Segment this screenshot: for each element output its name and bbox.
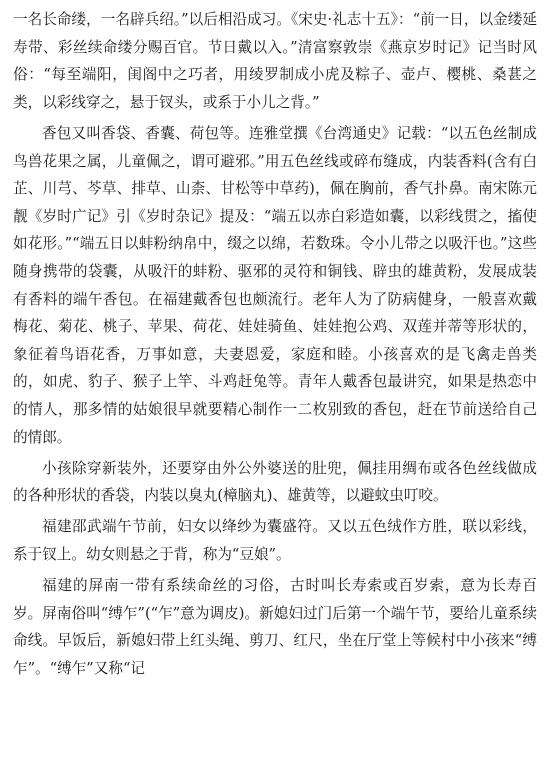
paragraph-3: 小孩除穿新装外，还要穿由外公外婆送的肚兜，佩挂用绸布或各色丝线做成的各种形状的香袋，内装以臭丸(樟脑丸)、雄黄等，以避蚊虫叮咬。: [13, 459, 537, 505]
paragraph-5: 福建的屏南一带有系续命丝的习俗，古时叫长寿索或百岁索，意为长寿百岁。屏南俗叫“缚乍”(“乍”意为调皮)。新媳妇过门后第一个端午节，要给儿童系续命线。早饭后，新媳妇带上红头绳、剪刀、红尺，坐在厅堂上等候村中小孩来“缚乍”。“缚乍”又称“记: [13, 577, 537, 678]
document-page: [13, 6, 537, 686]
paragraph-2: 香包又叫香袋、香囊、荷包等。连雅堂撰《台湾通史》记载：“以五色丝制成鸟兽花果之属，儿童佩之，谓可避邪。”用五色丝线或碎布缝成，内装香料(含有白芷、川芎、芩草、排草、山柰、甘松等中草药)，佩在胸前，香气扑鼻。南宋陈元靓《岁时广记》引《岁时杂记》提及：“端五以赤白彩造如囊，以彩线贯之，搐使如花形。”“端五日以蚌粉纳帛中，缀之以绵，若数珠。令小儿带之以吸汗也。”这些随身携带的袋囊，从吸汗的蚌粉、驱邪的灵符和铜钱、辟虫的雄黄粉，发展成装有香料的端午香包。在福建戴香包也颇流行。老年人为了防病健身，一般喜欢戴梅花、菊花、桃子、苹果、荷花、娃娃骑鱼、娃娃抱公鸡、双莲并蒂等形状的，象征着鸟语花香，万事如意，夫妻恩爱，家庭和睦。小孩喜欢的是飞禽走兽类的，如虎、豹子、猴子上竿、斗鸡赶兔等。青年人戴香包最讲究，如果是热恋中的情人，那多情的姑娘很早就要精心制作一二枚别致的香包，赶在节前送给自己的情郎。: [13, 124, 537, 446]
paragraph-1: 一名长命缕，一名辟兵绍。”以后相沿成习。《宋史·礼志十五》：“前一日，以金缕延寿带、彩丝续命缕分赐百官。节日戴以入。”清富察敦崇《燕京岁时记》记当时风俗：“每至端阳，闺阁中之巧者，用绫罗制成小虎及粽子、壶卢、樱桃、桑葚之类，以彩线穿之，悬于钗头，或系于小儿之背。”: [13, 11, 537, 111]
paragraph-4: 福建邵武端午节前，妇女以绛纱为囊盛符。又以五色绒作方胜，联以彩线，系于钗上。幼女则悬之于背，称为“豆娘”。: [13, 518, 537, 564]
